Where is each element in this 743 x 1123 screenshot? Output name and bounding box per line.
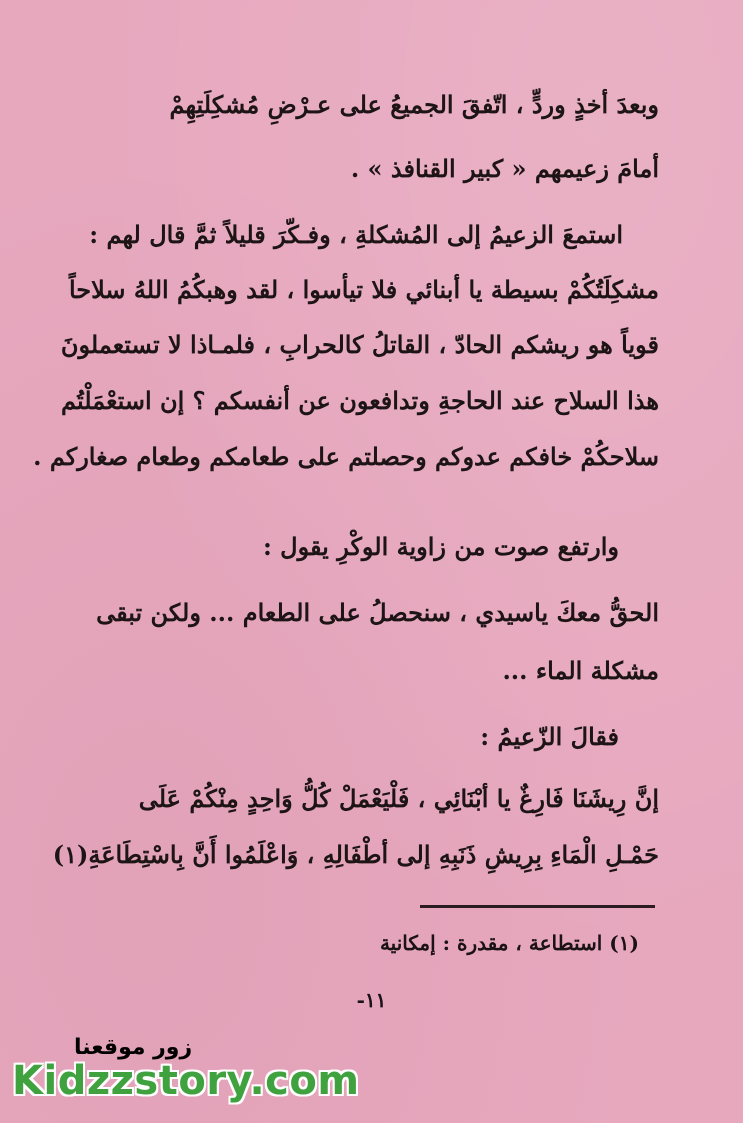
watermark-site-link[interactable]: Kidzzstory.com <box>12 1058 360 1104</box>
text-line: مشكلة الماء ... <box>502 656 659 685</box>
text-line: استمعَ الزعيمُ إلى المُشكلةِ ، وفـكّرَ قليلاً ثمَّ قال لهم : <box>89 220 623 249</box>
watermark-arabic: زور موقعنا <box>74 1035 193 1060</box>
footnote: (١) استطاعة ، مقدرة : إمكانية <box>379 931 639 955</box>
text-line: سلاحكُمْ خافكم عدوكم وحصلتم على طعامكم وطعام صغاركم . <box>33 442 659 471</box>
text-line: فقالَ الزّعيمُ : <box>480 722 619 751</box>
text-line: الحقُّ معكَ ياسيدي ، سنحصلُ على الطعام ... ولكن تبقى <box>96 598 659 627</box>
text-line: حَمْـلِ الْمَاءِ بِرِيشِ ذَنَبِهِ إلى أطْفَالِهِ ، وَاعْلَمُوا أَنَّ بِاسْتِطَاعَةِ(١) <box>52 840 659 869</box>
footnote-divider <box>420 905 655 908</box>
page-number: -١١ <box>356 988 387 1012</box>
text-line: وبعدَ أخذٍ وردٍّ ، اتّفقَ الجميعُ على عـرْضِ مُشكِلَتِهِمْ <box>169 90 659 119</box>
text-line: وارتفع صوت من زاوية الوكْرِ يقول : <box>262 532 619 561</box>
text-line: مشكِلَتُكُمْ بسيطة يا أبنائي فلا تيأسوا ، لقد وهبكُمُ اللهُ سلاحاً <box>68 275 659 304</box>
text-line: إنَّ رِيشَنَا فَارِغٌ يا أبْنَائِي ، فَلْيَعْمَلْ كُلُّ وَاحِدٍ مِنْكُمْ عَلَى <box>138 784 659 813</box>
text-line: قوياً هو ريشكم الحادّ ، القاتلُ كالحرابِ ، فلمـاذا لا تستعملونَ <box>60 330 659 359</box>
text-line: هذا السلاح عند الحاجةِ وتدافعون عن أنفسكم ؟ إن استعْمَلْتُم <box>61 386 659 415</box>
text-line: أمامَ زعيمهم « كبير القنافذ » . <box>350 154 659 183</box>
